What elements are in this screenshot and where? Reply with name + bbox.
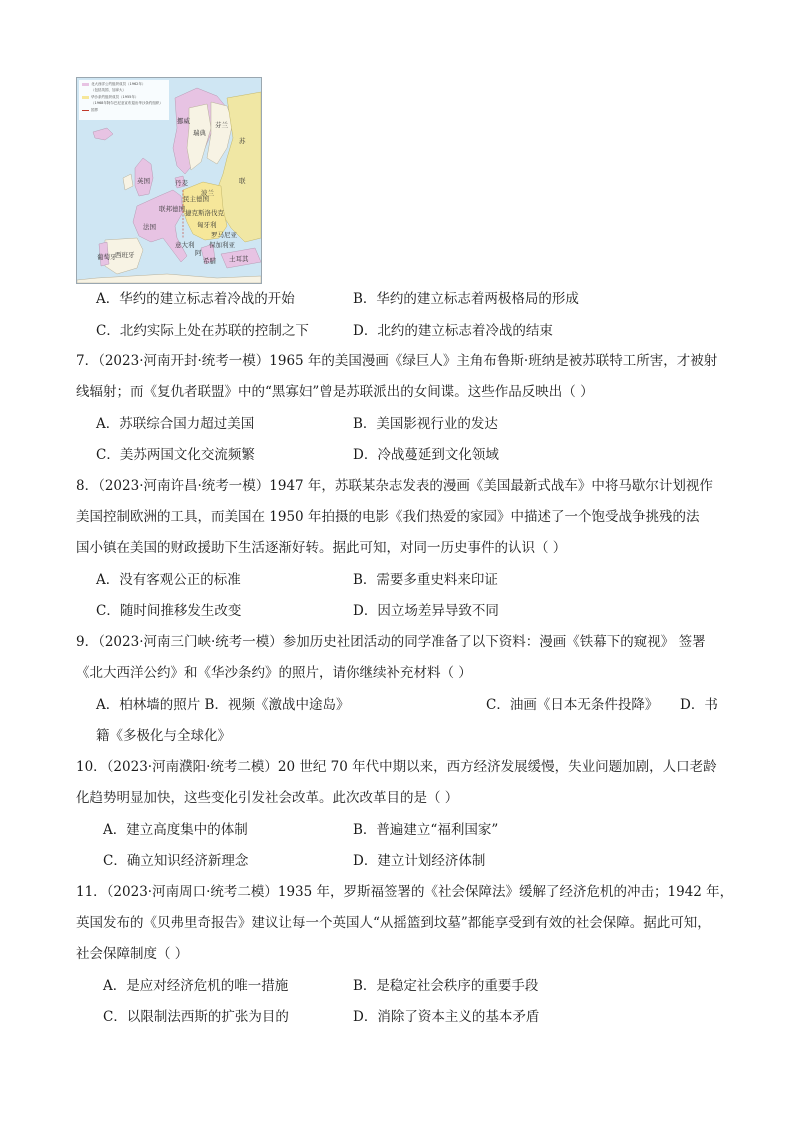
q9-option-ab[interactable]: A．柏林墙的照片 B．视频《激战中途岛》 (96, 697, 350, 713)
legend-row-nato (82, 82, 145, 86)
legend-text-border: 国界 (91, 108, 98, 112)
map-label-italy: 意大利 (175, 241, 195, 249)
q8-option-d[interactable]: D．因立场差异导致不同 (353, 603, 499, 619)
map-label-turkey: 土耳其 (229, 255, 249, 263)
legend-swatch-border (82, 110, 89, 111)
q9-option-d-continued[interactable]: 籍《多极化与全球化》 (96, 728, 231, 744)
legend-text-nato-note: （包括英国、加拿大） (91, 88, 126, 92)
q6-option-c[interactable]: C．北约实际上处在苏联的控制之下 (96, 323, 309, 339)
q7-option-b[interactable]: B．美国影视行业的发达 (353, 416, 498, 432)
q10-option-d[interactable]: D．建立计划经济体制 (353, 853, 486, 869)
map-label-poland: 波兰 (201, 189, 214, 197)
map-label-bulgaria: 保加利亚 (209, 241, 235, 249)
map-label-ussr-1: 苏 (239, 137, 246, 145)
legend-text-warsaw-note: （1968年阿尔巴尼亚宣布退出华沙条约组织） (91, 101, 163, 105)
europe-cold-war-map (76, 77, 262, 284)
map-label-greece: 希腊 (203, 257, 216, 265)
q10-option-a[interactable]: A．建立高度集中的体制 (103, 822, 248, 838)
q8-option-a[interactable]: A．没有客观公正的标准 (96, 572, 241, 588)
q7-stem-line-1: 7．（2023·河南开封·统考一模）1965 年的美国漫画《绿巨人》主角布鲁斯·班纳是被苏联特工所害，才被射 (76, 353, 718, 369)
q9-stem-line-2: 《北大西洋公约》和《华沙条约》的照片，请你继续补充材料（ ） (76, 665, 472, 681)
q11-option-b[interactable]: B．是稳定社会秩序的重要手段 (353, 978, 539, 994)
map-label-ussr-2: 联 (239, 177, 246, 185)
q10-stem-line-1: 10．（2023·河南濮阳·统考二模）20 世纪 70 年代中期以来，西方经济发展缓慢，失业问题加剧，人口老龄 (76, 759, 717, 775)
map-label-finland: 芬兰 (215, 121, 228, 129)
legend-swatch-warsaw (82, 96, 89, 99)
q10-option-b[interactable]: B．普遍建立“福利国家” (353, 822, 499, 838)
legend-text-warsaw: 华沙条约组织成员（1955年） (91, 95, 139, 99)
q8-stem-line-1: 8．（2023·河南许昌·统考一模）1947 年，苏联某杂志发表的漫画《美国最新式战车》中将马歇尔计划视作 (76, 478, 713, 494)
q10-stem-line-2: 化趋势明显加快，这些变化引发社会改革。此次改革目的是（ ） (76, 790, 459, 806)
map-label-france: 法国 (143, 223, 156, 231)
legend-row-nato-note (91, 88, 126, 92)
q8-stem-line-2: 美国控制欧洲的工具，而美国在 1950 年拍摄的电影《我们热爱的家园》中描述了一个饱受战争挑残的法 (76, 509, 700, 525)
map-label-uk: 英国 (137, 177, 150, 185)
q9-option-d[interactable]: D．书 (680, 697, 718, 713)
q11-stem-line-3: 社会保障制度（ ） (76, 946, 189, 962)
map-label-hungary: 匈牙利 (197, 221, 217, 229)
map-label-spain: 西班牙 (115, 251, 135, 259)
q6-option-b[interactable]: B．华约的建立标志着两极格局的形成 (353, 291, 579, 307)
q9-stem-line-1: 9．（2023·河南三门峡·统考一模）参加历史社团活动的同学准备了以下资料：漫画《铁幕下的窥视》 签署 (76, 634, 706, 650)
q8-option-b[interactable]: B．需要多重史料来印证 (353, 572, 498, 588)
map-label-sweden: 瑞典 (193, 129, 206, 137)
legend-row-border (82, 108, 98, 112)
q9-option-c[interactable]: C．油画《日本无条件投降》 (486, 697, 659, 713)
q11-option-c[interactable]: C．以限制法西斯的扩张为目的 (103, 1009, 289, 1025)
map-label-norway: 挪威 (177, 117, 190, 125)
q7-stem-line-2: 线辐射；而《复仇者联盟》中的“黑寡妇”曾是苏联派出的女间谍。这些作品反映出（ ） (76, 384, 594, 400)
map-label-west-germany: 联邦德国 (159, 205, 185, 213)
q7-option-d[interactable]: D．冷战蔓延到文化领域 (353, 447, 499, 463)
q11-stem-line-1: 11．（2023·河南周口·统考二模）1935 年，罗斯福签署的《社会保障法》缓解了经济危机的冲击；1942 年， (76, 884, 734, 900)
q7-option-c[interactable]: C．美苏两国文化交流频繁 (96, 447, 255, 463)
q11-option-a[interactable]: A．是应对经济危机的唯一措施 (103, 978, 289, 994)
q11-stem-line-2: 英国发布的《贝弗里奇报告》建议让每一个英国人“从摇篮到坟墓”都能享受到有效的社会保障。据此可知， (76, 915, 711, 931)
q7-option-a[interactable]: A．苏联综合国力超过美国 (96, 416, 255, 432)
map-label-east-germany: 民主德国 (183, 195, 209, 203)
q11-option-d[interactable]: D．消除了资本主义的基本矛盾 (353, 1009, 540, 1025)
legend-row-warsaw (82, 95, 138, 99)
map-label-denmark: 丹麦 (175, 179, 188, 187)
legend-text-nato: 北大西洋公约组织成员（1962年） (91, 82, 146, 86)
map-label-portugal: 葡萄牙 (97, 253, 117, 261)
legend-row-warsaw-note (91, 101, 163, 105)
q8-option-c[interactable]: C．随时间推移发生改变 (96, 603, 242, 619)
q8-stem-line-3: 国小镇在美国的财政援助下生活逐渐好转。据此可知，对同一历史事件的认识（ ） (76, 540, 567, 556)
map-label-romania: 罗马尼亚 (211, 231, 237, 239)
map-legend (79, 80, 169, 120)
q10-option-c[interactable]: C．确立知识经济新理念 (103, 853, 249, 869)
map-label-albania: 阿 (195, 249, 202, 257)
q6-option-d[interactable]: D．北约的建立标志着冷战的结束 (353, 323, 553, 339)
q6-option-a[interactable]: A．华约的建立标志着冷战的开始 (96, 291, 295, 307)
map-label-czechoslovakia: 捷克斯洛伐克 (185, 209, 224, 217)
legend-swatch-nato (82, 83, 89, 86)
